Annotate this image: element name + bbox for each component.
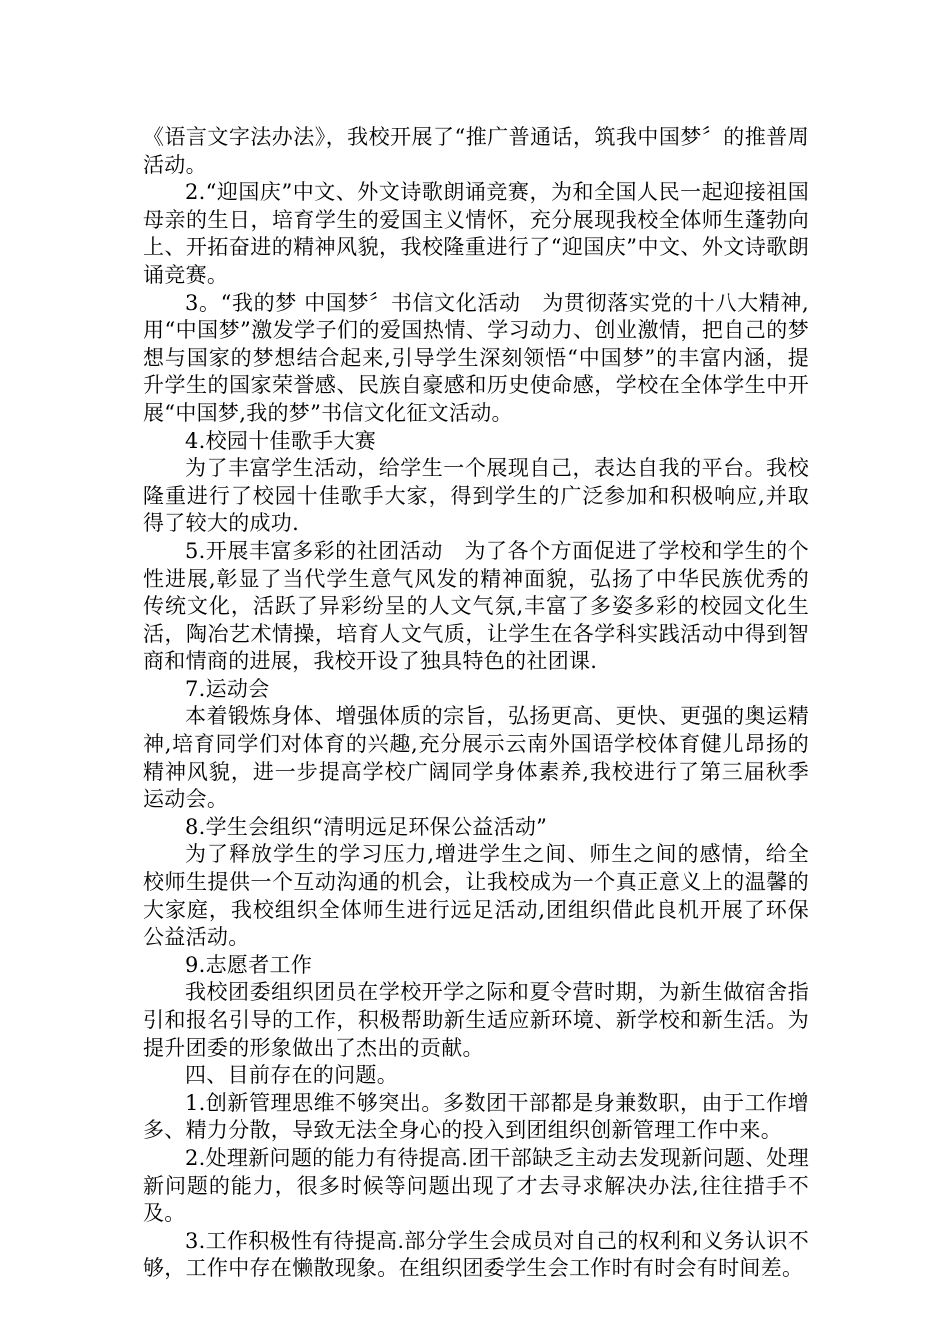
heading-sports-meeting: 7.运动会 bbox=[185, 676, 270, 701]
paragraph-national-day-recital: 2.“迎国庆”中文、外文诗歌朗诵竞赛，为和全国人民一起迎接祖国母亲的生日，培育学生的爱国主义情怀，充分展现我校全体师生蓬勃向上、开拓奋进的精神风貌，我校隆重进行了“迎国庆”中文、外文诗歌朗诵竞赛。 bbox=[143, 180, 809, 287]
paragraph-promotion-week-end: 《语言文字法办法》，我校开展了“推广普通话，筑我中国梦〞的推普周活动。 bbox=[143, 125, 809, 177]
heading-hiking-activity: 8.学生会组织“清明远足环保公益活动” bbox=[185, 814, 548, 839]
heading-top-ten-singers: 4.校园十佳歌手大赛 bbox=[185, 428, 377, 453]
paragraph-problem-innovation: 1.创新管理思维不够突出。多数团干部都是身兼数职，由于工作增多、精力分散，导致无法全身心的投入到团组织创新管理工作中来。 bbox=[143, 1090, 809, 1143]
paragraph-chinese-dream-letters: 3。“我的梦 中国梦〞书信文化活动 为贯彻落实党的十八大精神,用“中国梦”激发学子们的爱国热情、学习动力、创业激情，把自己的梦想与国家的梦想结合起来,引导学生深刻领悟“中国梦”的丰富内涵，提升学生的国家荣誉感、民族自豪感和历史使命感，学校在全体学生中开展“中国梦,我的梦”书信文化征文活动。 bbox=[143, 290, 809, 425]
paragraph-club-activities: 5.开展丰富多彩的社团活动 为了各个方面促进了学校和学生的个性进展,彰显了当代学生意气风发的精神面貌，弘扬了中华民族优秀的传统文化，活跃了异彩纷呈的人文气氛,丰富了多姿多彩的校园文化生活，陶冶艺术情操，培育人文气质，让学生在各学科实践活动中得到智商和情商的进展，我校开设了独具特色的社团课. bbox=[143, 538, 809, 674]
heading-volunteer-work: 9.志愿者工作 bbox=[185, 952, 313, 977]
paragraph-hiking-activity: 为了释放学生的学习压力,增进学生之间、师生之间的感情，给全校师生提供一个互动沟通的机会，让我校成为一个真正意义上的温馨的大家庭，我校组织全体师生进行远足活动,团组织借此良机开展了环保公益活动。 bbox=[143, 842, 809, 950]
section-heading-current-problems: 四、目前存在的问题。 bbox=[185, 1063, 398, 1088]
paragraph-problem-handling: 2.处理新问题的能力有待提高.团干部缺乏主动去发现新问题、处理新问题的能力，很多时候等问题出现了才去寻求解决办法,往往措手不及。 bbox=[143, 1145, 810, 1226]
paragraph-problem-enthusiasm: 3.工作积极性有待提高.部分学生会成员对自己的权利和义务认识不够，工作中存在懒散现象。在组织团委学生会工作时有时会有时间差。 bbox=[143, 1228, 810, 1281]
paragraph-volunteer-work: 我校团委组织团员在学校开学之际和夏令营时期，为新生做宿舍指引和报名引导的工作，积极帮助新生适应新环境、新学校和新生活。为提升团委的形象做出了杰出的贡献。 bbox=[143, 980, 809, 1060]
document-body bbox=[143, 124, 809, 1283]
paragraph-top-ten-singers: 为了丰富学生活动，给学生一个展现自己，表达自我的平台。我校隆重进行了校园十佳歌手大家，得到学生的广泛参加和积极响应,并取得了较大的成功. bbox=[143, 456, 809, 536]
paragraph-sports-meeting: 本着锻炼身体、增强体质的宗旨，弘扬更高、更快、更强的奥运精神,培育同学们对体育的兴趣,充分展示云南外国语学校体育健儿昂扬的精神风貌，进一步提高学校广阔同学身体素养,我校进行了第三届秋季运动会。 bbox=[143, 704, 809, 812]
